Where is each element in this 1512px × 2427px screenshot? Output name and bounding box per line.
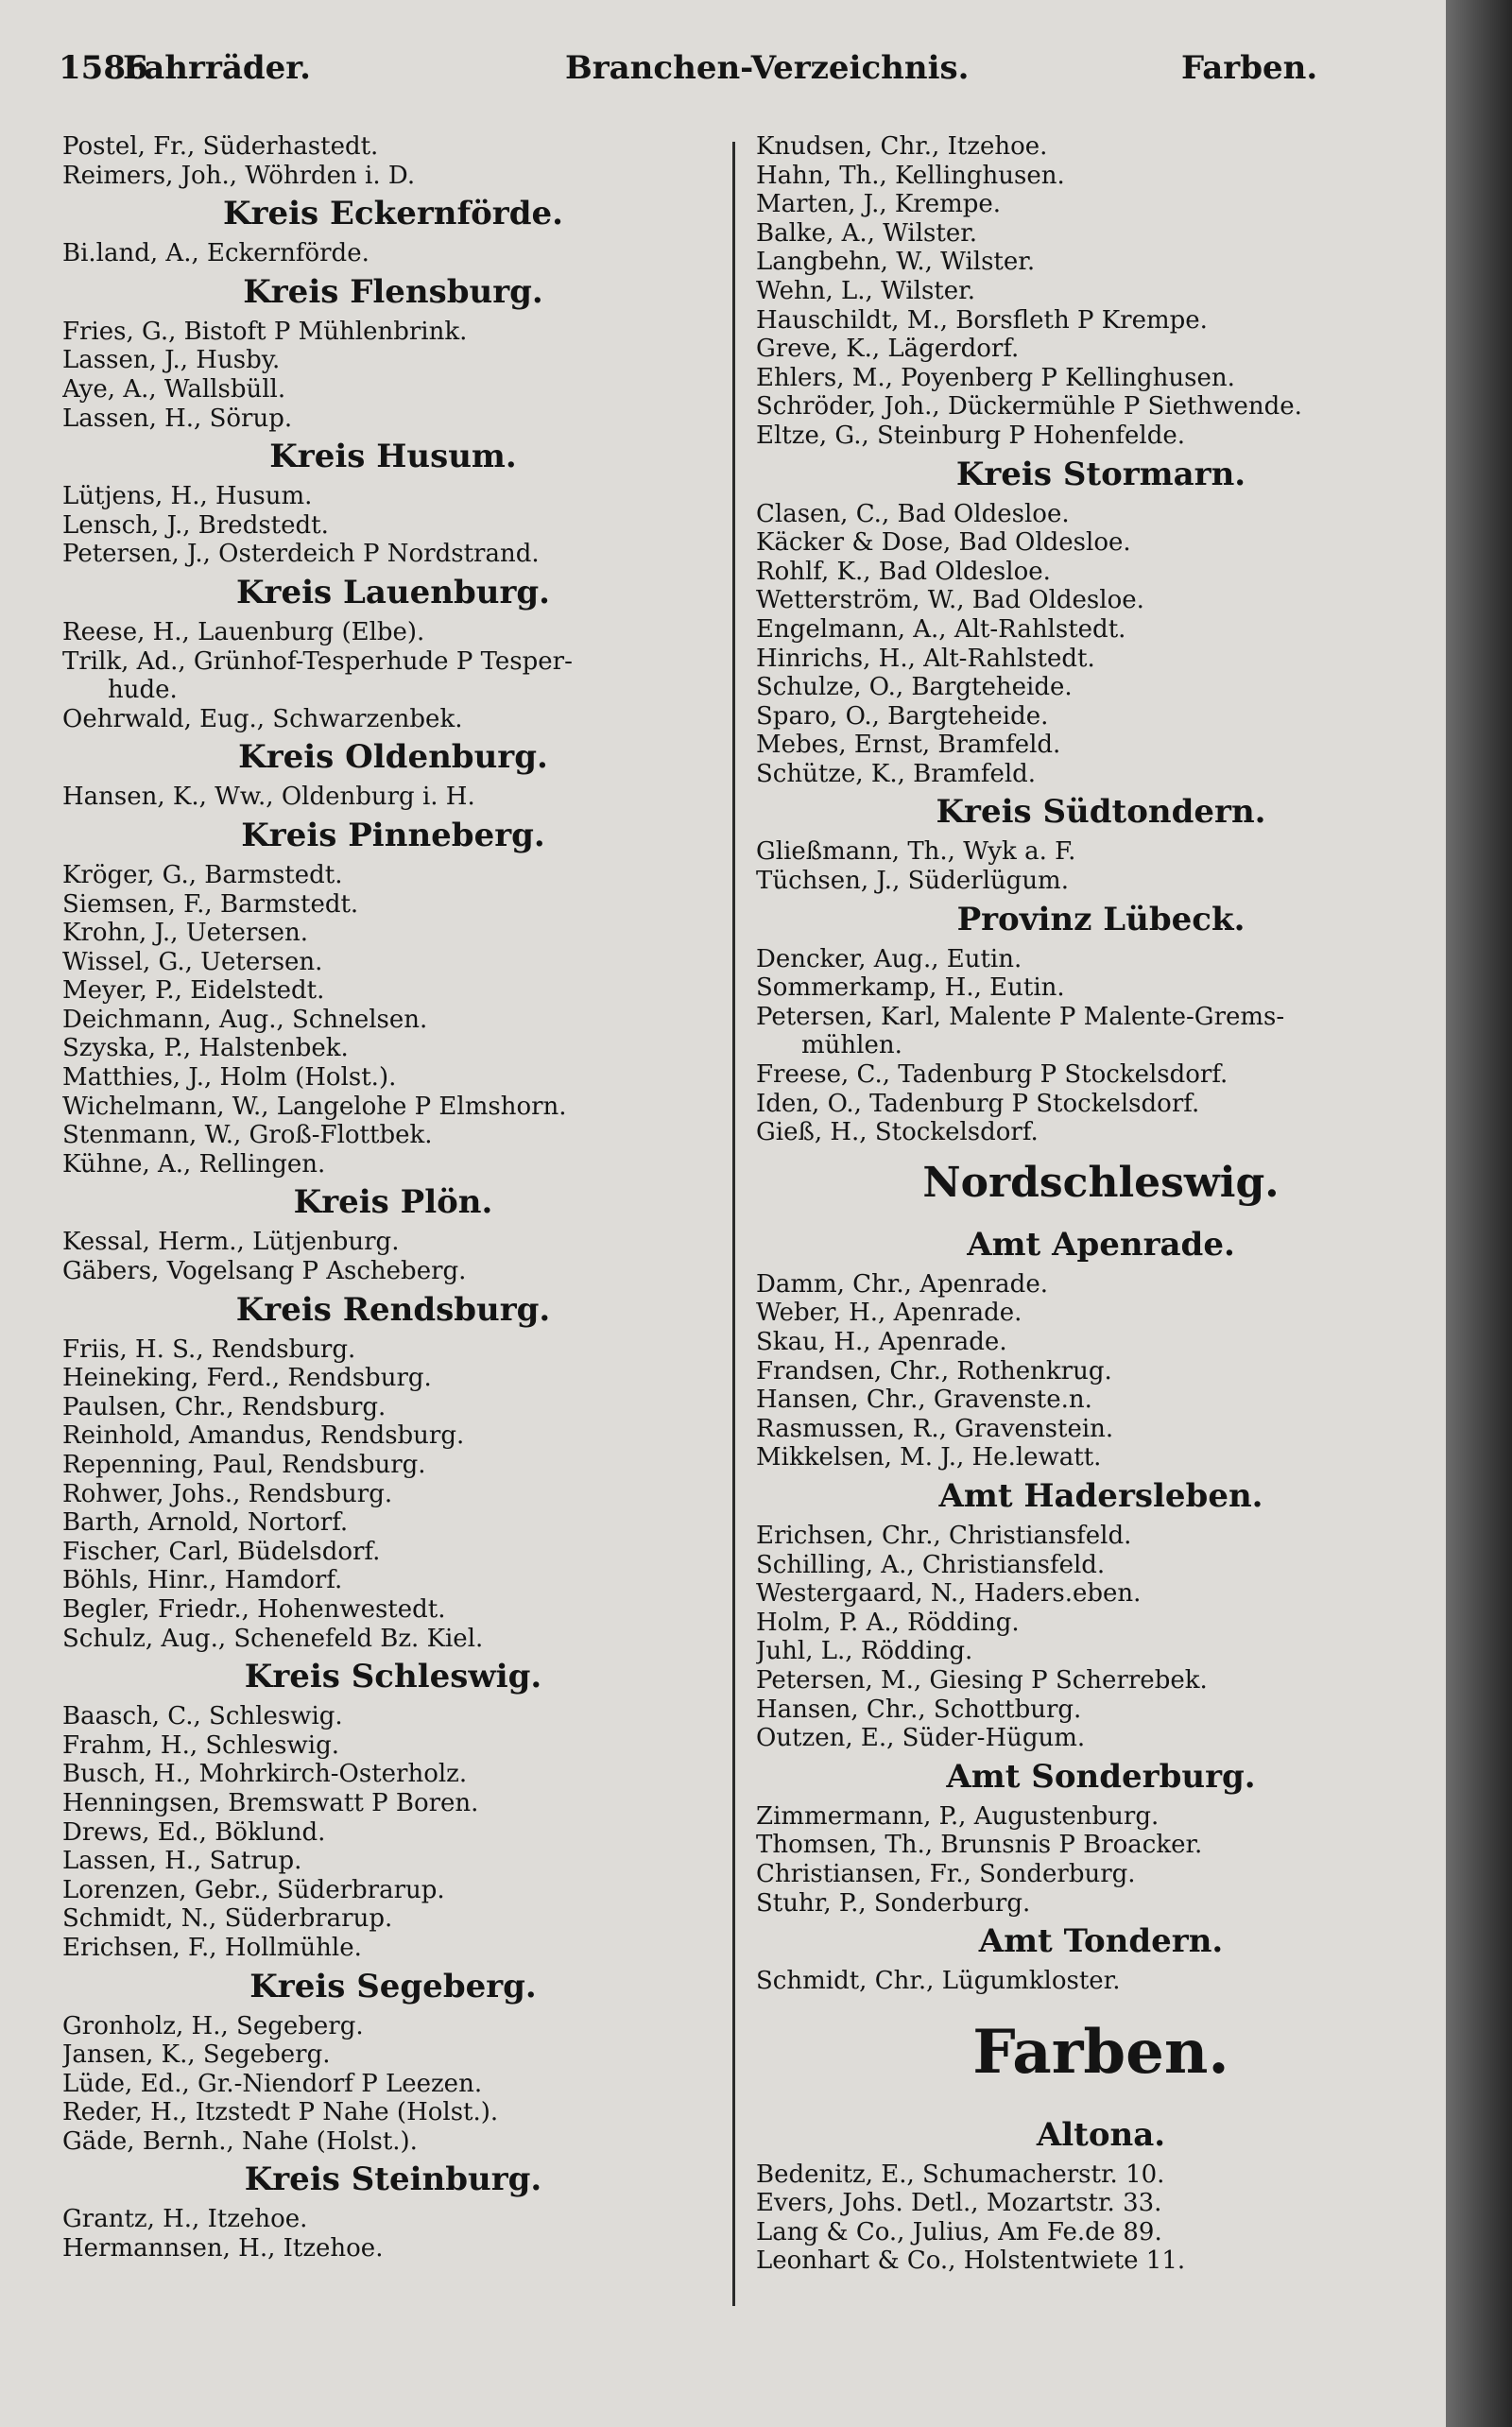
section-heading: Farben. <box>972 2016 1229 2088</box>
directory-entry: Sparo, O., Bargteheide. <box>756 701 1049 731</box>
directory-entry: Wehn, L., Wilster. <box>756 276 975 305</box>
directory-entry: Langbehn, W., Wilster. <box>756 248 1036 277</box>
directory-section <box>62 1286 724 1654</box>
directory-entry: Evers, Johs. Detl., Mozartstr. 33. <box>756 2189 1162 2218</box>
directory-entry: Juhl, L., Rödding. <box>756 1637 973 1666</box>
directory-entry: Busch, H., Mohrkirch-Osterholz. <box>62 1760 468 1789</box>
directory-section <box>756 788 1446 895</box>
directory-entry: Hansen, K., Ww., Oldenburg i. H. <box>62 783 475 812</box>
directory-entry: Hansen, Chr., Gravenste.n. <box>756 1386 1092 1415</box>
directory-entry: Schulze, O., Bargteheide. <box>756 673 1073 702</box>
directory-entry: Thomsen, Th., Brunsnis P Broacker. <box>756 1831 1203 1860</box>
directory-entry: Drews, Ed., Böklund. <box>62 1817 326 1847</box>
directory-section <box>756 1221 1446 1472</box>
directory-entry: Postel, Fr., Süderhastedt. <box>62 132 379 161</box>
directory-section <box>756 132 1446 451</box>
section-heading: Kreis Südtondern. <box>936 793 1266 832</box>
directory-entry: Clasen, C., Bad Oldesloe. <box>756 499 1070 528</box>
section-heading: Kreis Flensburg. <box>243 272 543 311</box>
directory-entry: Trilk, Ad., Grünhof-Tesperhude P Tesper- <box>62 646 573 676</box>
directory-entry: Wichelmann, W., Langelohe P Elmshorn. <box>62 1092 567 1121</box>
directory-entry: Reimers, Joh., Wöhrden i. D. <box>62 161 416 190</box>
directory-entry: Gließmann, Th., Wyk a. F. <box>756 837 1076 867</box>
directory-entry: Mikkelsen, M. J., He.lewatt. <box>756 1443 1102 1472</box>
directory-entry: Bedenitz, E., Schumacherstr. 10. <box>756 2160 1165 2189</box>
section-heading: Amt Sonderburg. <box>946 1757 1256 1796</box>
directory-entry: Kühne, A., Rellingen. <box>62 1149 326 1179</box>
directory-entry: Lang & Co., Julius, Am Fe.de 89. <box>756 2217 1162 2246</box>
directory-entry: Kessal, Herm., Lütjenburg. <box>62 1228 400 1257</box>
directory-entry: Eltze, G., Steinburg P Hohenfelde. <box>756 421 1186 450</box>
directory-entry: Paulsen, Chr., Rendsburg. <box>62 1392 387 1421</box>
directory-section <box>756 1472 1446 1753</box>
directory-section <box>62 1179 724 1285</box>
page-title: Branchen-Verzeichnis. <box>565 49 970 87</box>
directory-entry: Leonhart & Co., Holstentwiete 11. <box>756 2246 1186 2276</box>
directory-entry: Matthies, J., Holm (Holst.). <box>62 1063 397 1093</box>
directory-section <box>756 1753 1446 1918</box>
section-heading: Kreis Schleswig. <box>244 1658 542 1696</box>
section-heading: Nordschleswig. <box>922 1158 1280 1207</box>
directory-entry: Deichmann, Aug., Schnelsen. <box>62 1005 428 1034</box>
section-heading: Kreis Eckernförde. <box>223 195 563 233</box>
section-heading: Kreis Husum. <box>269 438 517 476</box>
section-heading: Amt Hadersleben. <box>938 1476 1263 1515</box>
directory-entry: Iden, O., Tadenburg P Stockelsdorf. <box>756 1089 1200 1118</box>
directory-section <box>62 132 724 190</box>
directory-entry: Hahn, Th., Kellinghusen. <box>756 161 1065 190</box>
directory-entry: Begler, Friedr., Hohenwestedt. <box>62 1594 446 1624</box>
directory-entry: Lassen, H., Satrup. <box>62 1847 302 1876</box>
section-heading: Kreis Oldenburg. <box>238 738 548 777</box>
section-heading: Kreis Segeberg. <box>249 1967 537 2005</box>
directory-entry: Freese, C., Tadenburg P Stockelsdorf. <box>756 1060 1228 1090</box>
directory-entry: Siemsen, F., Barmstedt. <box>62 889 359 919</box>
directory-section <box>62 1653 724 1962</box>
directory-entry: Rohwer, Johs., Rendsburg. <box>62 1479 393 1508</box>
directory-entry: Lassen, H., Sörup. <box>62 404 293 433</box>
directory-entry: Reese, H., Lauenburg (Elbe). <box>62 617 425 646</box>
directory-entry: Outzen, E., Süder-Hügum. <box>756 1724 1086 1753</box>
section-heading: Kreis Stormarn. <box>955 455 1246 493</box>
directory-entry: Lüde, Ed., Gr.-Niendorf P Leezen. <box>62 2069 483 2098</box>
directory-entry: Meyer, P., Eidelstedt. <box>62 976 325 1006</box>
section-heading: Provinz Lübeck. <box>956 900 1246 938</box>
directory-entry: Gronholz, H., Segeberg. <box>62 2011 364 2040</box>
column-divider <box>732 142 735 2306</box>
directory-section <box>62 569 724 733</box>
section-heading: Kreis Steinburg. <box>244 2160 542 2199</box>
section-heading: Amt Tondern. <box>978 1922 1224 1961</box>
directory-entry: Frandsen, Chr., Rothenkrug. <box>756 1356 1112 1386</box>
directory-entry: Skau, H., Apenrade. <box>756 1328 1007 1356</box>
directory-section <box>62 2156 724 2263</box>
directory-entry: Holm, P. A., Rödding. <box>756 1608 1020 1637</box>
directory-entry: Lassen, J., Husby. <box>62 346 281 375</box>
directory-entry: Damm, Chr., Apenrade. <box>756 1269 1048 1299</box>
directory-entry: Schilling, A., Christiansfeld. <box>756 1550 1106 1579</box>
right-column <box>756 132 1446 2276</box>
directory-section <box>62 812 724 1179</box>
directory-entry: Baasch, C., Schleswig. <box>62 1702 343 1731</box>
directory-entry: Gäbers, Vogelsang P Ascheberg. <box>62 1257 467 1286</box>
directory-entry: Mebes, Ernst, Bramfeld. <box>756 731 1061 760</box>
directory-entry: Stenmann, W., Groß-Flottbek. <box>62 1121 433 1150</box>
directory-entry: Sommerkamp, H., Eutin. <box>756 973 1065 1003</box>
directory-entry: Marten, J., Krempe. <box>756 190 1002 219</box>
directory-section <box>756 2111 1446 2276</box>
directory-section <box>756 1147 1446 1221</box>
directory-entry: Wetterström, W., Bad Oldesloe. <box>756 586 1144 615</box>
directory-entry: Szyska, P., Halstenbek. <box>62 1034 349 1063</box>
section-heading: Altona. <box>1036 2115 1166 2154</box>
directory-entry: Wissel, G., Uetersen. <box>62 947 323 976</box>
section-heading: Kreis Pinneberg. <box>241 816 545 854</box>
directory-entry: Petersen, M., Giesing P Scherrebek. <box>756 1665 1208 1695</box>
directory-entry: Westergaard, N., Haders.eben. <box>756 1579 1142 1609</box>
directory-entry: Käcker & Dose, Bad Oldesloe. <box>756 528 1131 558</box>
directory-entry: Hinrichs, H., Alt-Rahlstedt. <box>756 644 1095 673</box>
directory-section <box>62 733 724 812</box>
directory-entry: Petersen, J., Osterdeich P Nordstrand. <box>62 540 540 569</box>
directory-entry: Hansen, Chr., Schottburg. <box>756 1695 1082 1724</box>
directory-section <box>756 1996 1446 2111</box>
directory-entry: Weber, H., Apenrade. <box>756 1299 1022 1328</box>
directory-entry: Grantz, H., Itzehoe. <box>62 2205 308 2234</box>
directory-entry: Lorenzen, Gebr., Süderbrarup. <box>62 1875 445 1904</box>
directory-entry: Petersen, Karl, Malente P Malente-Grems- <box>756 1002 1285 1031</box>
directory-section <box>756 451 1446 789</box>
directory-entry: Gieß, H., Stockelsdorf. <box>756 1118 1039 1147</box>
directory-entry: hude. <box>108 676 178 705</box>
directory-entry: Barth, Arnold, Nortorf. <box>62 1508 349 1538</box>
next-category: Farben. <box>1181 49 1318 87</box>
directory-entry: Rasmussen, R., Gravenstein. <box>756 1414 1114 1443</box>
directory-entry: Gäde, Bernh., Nahe (Holst.). <box>62 2126 418 2156</box>
directory-entry: Schröder, Joh., Dückermühle P Siethwende. <box>756 392 1302 422</box>
directory-section <box>62 433 724 569</box>
page-edge <box>1446 0 1512 2427</box>
directory-entry: Reinhold, Amandus, Rendsburg. <box>62 1421 465 1451</box>
directory-entry: Friis, H. S., Rendsburg. <box>62 1334 356 1364</box>
directory-section <box>756 1918 1446 1996</box>
directory-entry: Erichsen, Chr., Christiansfeld. <box>756 1521 1132 1550</box>
directory-entry: Böhls, Hinr., Hamdorf. <box>62 1566 343 1595</box>
directory-entry: Aye, A., Wallsbüll. <box>62 374 286 404</box>
section-heading: Amt Apenrade. <box>967 1225 1235 1264</box>
left-column <box>62 132 724 2263</box>
directory-entry: Kröger, G., Barmstedt. <box>62 860 343 889</box>
directory-entry: Krohn, J., Uetersen. <box>62 919 309 948</box>
directory-entry: Schmidt, N., Süderbrarup. <box>62 1904 393 1934</box>
directory-entry: Stuhr, P., Sonderburg. <box>756 1888 1031 1918</box>
directory-section <box>62 190 724 268</box>
directory-entry: Lütjens, H., Husum. <box>62 482 313 511</box>
directory-entry: Lensch, J., Bredstedt. <box>62 510 329 540</box>
directory-entry: Christiansen, Fr., Sonderburg. <box>756 1859 1136 1888</box>
directory-section <box>62 1963 724 2157</box>
directory-entry: Zimmermann, P., Augustenburg. <box>756 1801 1160 1831</box>
directory-entry: Oehrwald, Eug., Schwarzenbek. <box>62 704 463 733</box>
directory-entry: Hauschildt, M., Borsfleth P Krempe. <box>756 305 1208 335</box>
directory-entry: Ehlers, M., Poyenberg P Kellinghusen. <box>756 363 1235 392</box>
directory-entry: Fries, G., Bistoft P Mühlenbrink. <box>62 317 468 346</box>
directory-entry: Bi.land, A., Eckernförde. <box>62 239 369 268</box>
directory-entry: Fischer, Carl, Büdelsdorf. <box>62 1537 381 1566</box>
section-heading: Kreis Rendsburg. <box>235 1290 551 1329</box>
running-category: Fahrräder. <box>123 49 311 87</box>
directory-entry: Engelmann, A., Alt-Rahlstedt. <box>756 614 1126 644</box>
directory-entry: Schütze, K., Bramfeld. <box>756 759 1037 788</box>
directory-entry: Rohlf, K., Bad Oldesloe. <box>756 557 1051 586</box>
directory-entry: Schulz, Aug., Schenefeld Bz. Kiel. <box>62 1624 484 1653</box>
directory-entry: Repenning, Paul, Rendsburg. <box>62 1451 426 1479</box>
section-heading: Kreis Plön. <box>293 1183 493 1222</box>
directory-entry: Greve, K., Lägerdorf. <box>756 335 1020 364</box>
directory-entry: Heineking, Ferd., Rendsburg. <box>62 1364 432 1393</box>
directory-entry: Tüchsen, J., Süderlügum. <box>756 867 1069 896</box>
directory-entry: Schmidt, Chr., Lügumkloster. <box>756 1967 1121 1996</box>
directory-entry: Frahm, H., Schleswig. <box>62 1730 340 1760</box>
directory-entry: Hermannsen, H., Itzehoe. <box>62 2234 384 2263</box>
directory-section <box>756 896 1446 1147</box>
directory-entry: Erichsen, F., Hollmühle. <box>62 1933 362 1962</box>
directory-entry: Knudsen, Chr., Itzehoe. <box>756 132 1048 161</box>
directory-entry: Reder, H., Itzstedt P Nahe (Holst.). <box>62 2098 499 2127</box>
directory-entry: mühlen. <box>801 1031 902 1060</box>
directory-section <box>62 268 724 433</box>
directory-entry: Dencker, Aug., Eutin. <box>756 944 1022 973</box>
directory-entry: Henningsen, Bremswatt P Boren. <box>62 1788 479 1817</box>
directory-entry: Balke, A., Wilster. <box>756 218 978 248</box>
section-heading: Kreis Lauenburg. <box>235 573 550 611</box>
page-number: 1586 <box>59 49 148 87</box>
directory-entry: Jansen, K., Segeberg. <box>62 2040 331 2070</box>
